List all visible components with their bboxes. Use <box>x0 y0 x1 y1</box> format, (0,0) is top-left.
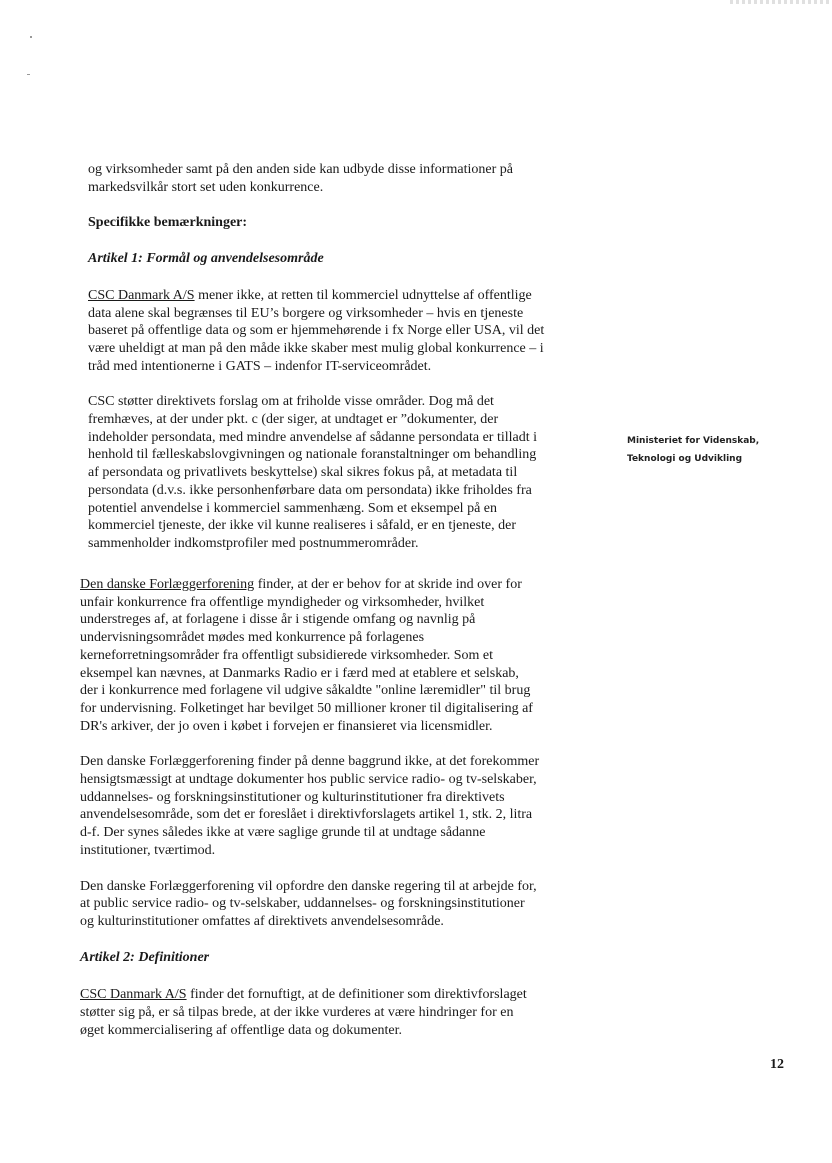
dff1-line: eksempel kan nævnes, at Danmarks Radio er i færd med at etablere et selskab, <box>80 665 519 681</box>
csc1-line: data alene skal begrænses til EU’s borgere og virksomheder – hvis en tjeneste <box>88 305 524 321</box>
dff2-line: Den danske Forlæggerforening finder på denne baggrund ikke, at det forekommer <box>80 754 540 770</box>
article2-heading: Artikel 2: Definitioner <box>80 949 210 965</box>
scan-speck <box>27 74 30 75</box>
dff2-line: institutioner, tværtimod. <box>80 842 216 858</box>
csc1-first-rest: mener ikke, at retten til kommerciel udnyttelse af offentlige <box>194 287 532 303</box>
dff3-line: og kulturinstitutioner omfattes af direktivets anvendelsesområde. <box>80 913 444 929</box>
article1-heading: Artikel 1: Formål og anvendelsesområde <box>88 251 324 267</box>
csc1-line: tråd med intentionerne i GATS – indenfor IT-serviceområdet. <box>88 358 432 374</box>
dff2-line: uddannelses- og forskningsinstitutioner og kulturinstitutioner fra direktivets <box>80 789 505 805</box>
margin-note-line: Teknologi og Udvikling <box>627 454 743 464</box>
dff1-first-line <box>80 576 612 594</box>
org-name-csc: CSC Danmark A/S <box>88 287 195 303</box>
csc3-line: støtter sig på, er så tilpas brede, at der ikke vurderes at være hindringer for en <box>80 1005 514 1021</box>
dff1-line: for undervisning. Folketinget har bevilget 50 millioner kroner til digitalisering af <box>80 700 533 716</box>
csc3-line: øget kommercialisering af offentlige data og dokumenter. <box>80 1022 403 1038</box>
csc2-line: henhold til fælleskabslovgivningen og nationale foranstaltninger om behandling <box>88 447 537 463</box>
csc2-line: af persondata og privatlivets beskyttelse) skal sikres fokus på, at metadata til <box>88 465 518 481</box>
csc1-first-line <box>88 287 623 305</box>
org-name-forlaeggerforening: Den danske Forlæggerforening <box>80 577 255 592</box>
dff2-line: hensigtsmæssigt at undtage dokumenter hos public service radio- og tv-selskaber, <box>80 772 537 788</box>
dff1-first-rest: finder, at der er behov for at skride ind over for <box>254 577 522 592</box>
dff1-line: understreges af, at forlagene i disse år i stigende omfang og navnlig på <box>80 612 476 628</box>
csc1-line: være uheldigt at man på den måde ikke skaber mest mulig global konkurrence – i <box>88 340 544 356</box>
csc2-line: CSC støtter direktivets forslag om at friholde visse områder. Dog må det <box>88 394 494 410</box>
csc3-first-line <box>80 986 612 1004</box>
margin-note-ministry <box>627 432 797 468</box>
csc3-first-rest: finder det fornuftigt, at de definitioner som direktivforslaget <box>186 987 527 1003</box>
page-number: 12 <box>770 1057 784 1072</box>
body-lower <box>80 576 612 1039</box>
csc2-line: sammenholder indkomstprofiler med postnummerområder. <box>88 535 419 551</box>
dff1-line: der i konkurrence med forlagene vil udgive såkaldte "online læremidler" til brug <box>80 683 531 699</box>
intro-line: markedsvilkår stort set uden konkurrence. <box>88 179 324 195</box>
dff2-line: d-f. Der synes således ikke at være saglige grunde til at undtage sådanne <box>80 825 486 841</box>
dff1-line: undervisningsområdet mødes med konkurrence på forlagenes <box>80 630 425 646</box>
csc2-line: kommerciel tjeneste, der ikke vil kunne realiseres i såfald, er en tjeneste, der <box>88 518 516 534</box>
csc2-line: fremhæves, at der under pkt. c (der siger, at undtaget er ”dokumenter, der <box>88 412 499 428</box>
org-name-csc: CSC Danmark A/S <box>80 987 187 1003</box>
csc2-line: indeholder persondata, med mindre anvendelse af sådanne persondata er tilladt i <box>88 429 537 445</box>
csc1-line: baseret på offentlige data og som er hjemmehørende i fx Norge eller USA, vil det <box>88 323 545 339</box>
csc2-line: potentiel anvendelse i kommerciel sammenhæng. Som et eksempel på en <box>88 500 498 516</box>
specific-remarks-heading: Specifikke bemærkninger: <box>88 215 248 231</box>
csc2-line: persondata (d.v.s. ikke personhenførbare data om persondata) ikke friholdes fra <box>88 482 532 498</box>
dff3-line: at public service radio- og tv-selskaber, uddannelses- og forskningsinstitutioner <box>80 896 525 912</box>
dff3-line: Den danske Forlæggerforening vil opfordre den danske regering til at arbejde for, <box>80 878 537 894</box>
scan-artifact <box>730 0 830 4</box>
dff2-line: anvendelsesområde, som det er foreslået i direktivforslagets artikel 1, stk. 2, litra <box>80 807 533 823</box>
dff1-line: unfair konkurrence fra offentlige myndigheder og virksomheder, hvilket <box>80 594 485 610</box>
margin-note-line: Ministeriet for Videnskab, <box>627 436 760 446</box>
intro-line: og virksomheder samt på den anden side kan udbyde disse informationer på <box>88 162 513 177</box>
body-upper <box>88 161 623 553</box>
dff1-line: DR's arkiver, der jo oven i købet i forvejen er finansieret via licensmidler. <box>80 718 493 734</box>
dff1-line: kerneforretningsområder fra offentligt subsidierede virksomheder. Som et <box>80 647 494 663</box>
scan-speck <box>30 36 32 38</box>
